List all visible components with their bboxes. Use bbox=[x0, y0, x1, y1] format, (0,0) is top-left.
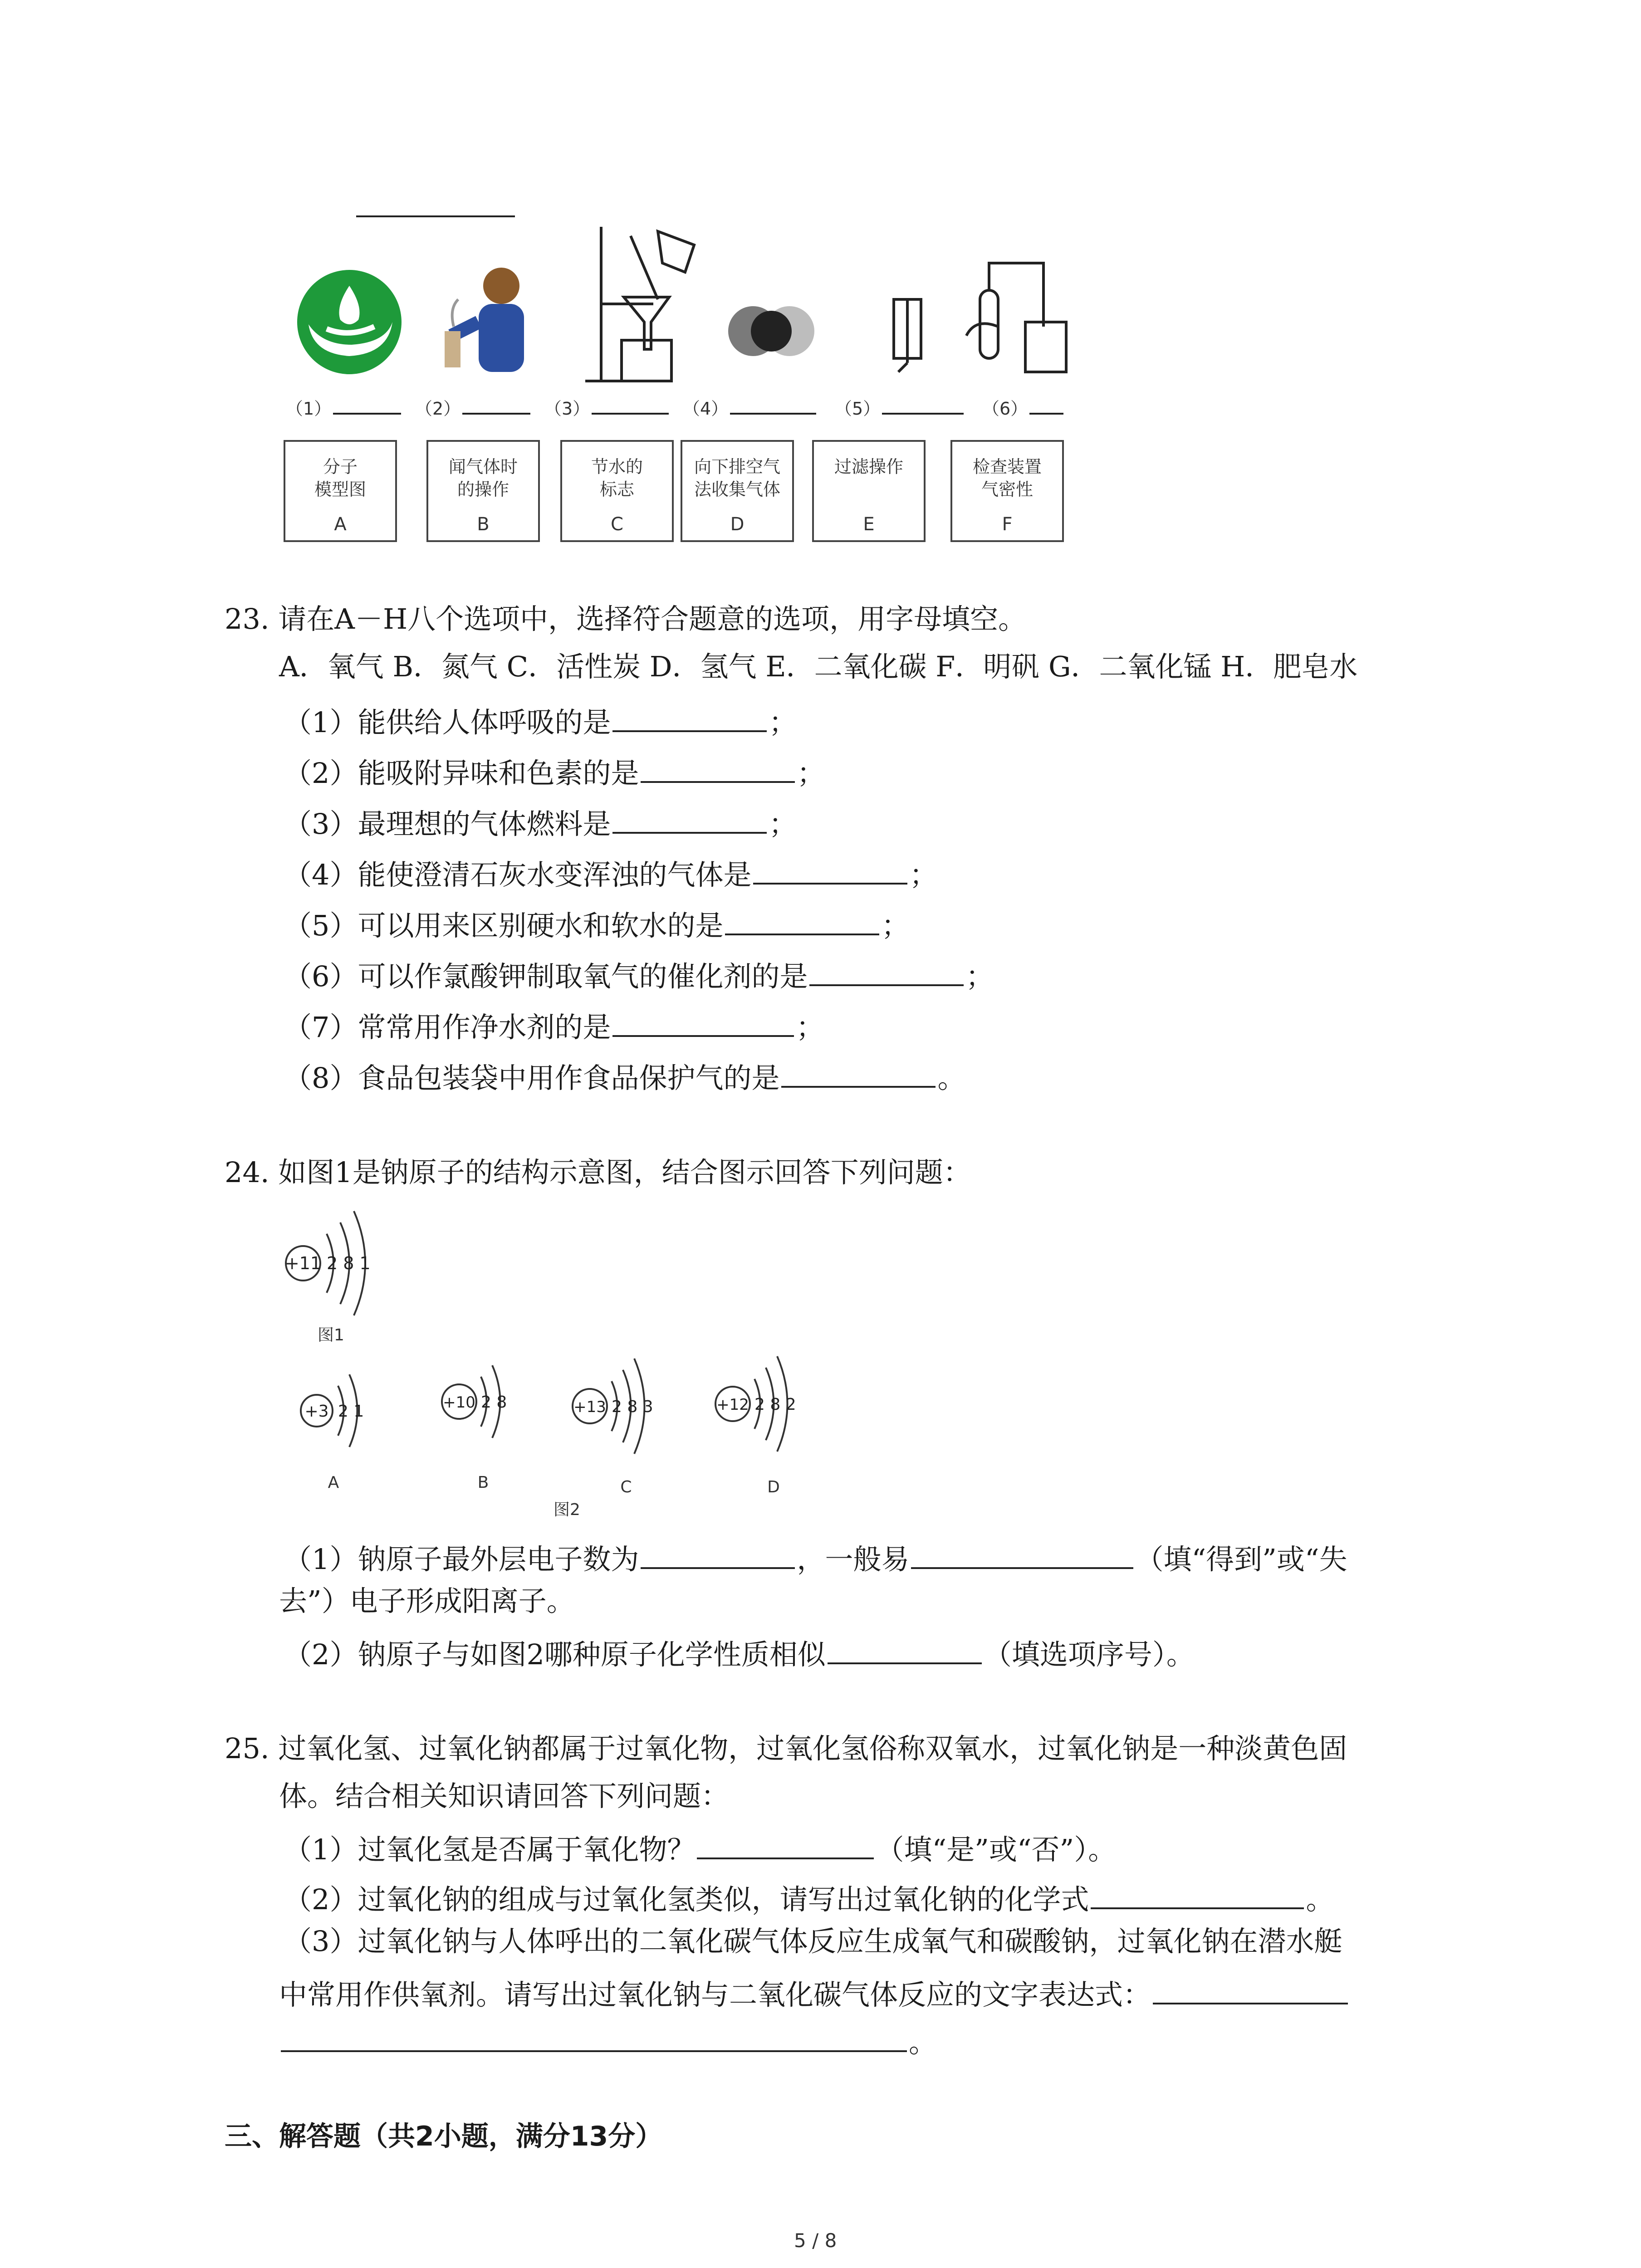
water-saving-logo-icon bbox=[297, 270, 402, 374]
q25-part-3-end: 。 bbox=[279, 2019, 937, 2061]
q22-box-b: 闻气体时 的操作 B bbox=[426, 440, 540, 542]
fig2-atom-b bbox=[442, 1365, 507, 1492]
page-number: 5 / 8 bbox=[794, 2229, 837, 2252]
svg-text:C: C bbox=[620, 1478, 632, 1496]
q24-figure-1 bbox=[277, 1198, 395, 1347]
q24-stem: 24. 如图1是钠原子的结构示意图，结合图示回答下列问题： bbox=[225, 1156, 971, 1189]
q22-box-e: 过滤操作 E bbox=[812, 440, 926, 542]
q22-label-1: （1） bbox=[286, 395, 403, 420]
top-answer-line bbox=[356, 215, 515, 217]
q25-part-1: （1）过氧化氢是否属于氧化物？ （填“是”或“否”）。 bbox=[284, 1826, 1116, 1868]
q25-part-3: （3）过氧化钠与人体呼出的二氧化碳气体反应生成氧气和碳酸钠，过氧化钠在潜水艇 bbox=[284, 1925, 1342, 1958]
q25-part-3-cont: 中常用作供氧剂。请写出过氧化钠与二氧化碳气体反应的文字表达式： bbox=[279, 1971, 1350, 2013]
fig1-caption: 图1 bbox=[318, 1326, 344, 1344]
fig2-atom-d bbox=[715, 1356, 796, 1496]
q23-item-3: （3）最理想的气体燃料是 ； bbox=[284, 800, 797, 842]
q24-figure-2 bbox=[281, 1343, 871, 1524]
airtightness-check-icon bbox=[966, 263, 1066, 372]
svg-text:D: D bbox=[767, 1478, 780, 1496]
svg-text:2 8 2: 2 8 2 bbox=[754, 1395, 796, 1414]
svg-text:2 8: 2 8 bbox=[481, 1393, 507, 1412]
svg-text:B: B bbox=[477, 1473, 489, 1492]
svg-text:+3: +3 bbox=[304, 1402, 329, 1421]
q22-box-c: 节水的 标志 C bbox=[560, 440, 674, 542]
svg-text:+12: +12 bbox=[716, 1396, 749, 1414]
molecule-model-icon bbox=[728, 306, 814, 356]
q23-item-5: （5）可以用来区别硬水和软水的是 ； bbox=[284, 902, 909, 944]
q25-stem-2: 体。结合相关知识请回答下列问题： bbox=[279, 1779, 730, 1813]
q23-item-7: （7）常常用作净水剂的是 ； bbox=[284, 1003, 824, 1046]
q23-item-2: （2）能吸附异味和色素的是 ； bbox=[284, 749, 825, 792]
q25-part-2: （2）过氧化钠的组成与过氧化氢类似，请写出过氧化钠的化学式 。 bbox=[284, 1876, 1334, 1918]
q23-item-1: （1）能供给人体呼吸的是 ； bbox=[284, 699, 797, 741]
q22-box-d: 向下排空气 法收集气体 D bbox=[681, 440, 794, 542]
q25-stem-1: 25. 过氧化氢、过氧化钠都属于过氧化物，过氧化氢俗称双氧水，过氧化钠是一种淡黄色固 bbox=[225, 1732, 1347, 1765]
q24-part-2: （2）钠原子与如图2哪种原子化学性质相似 （填选项序号）。 bbox=[284, 1631, 1195, 1673]
filtration-apparatus-icon bbox=[585, 227, 694, 381]
svg-text:+10: +10 bbox=[443, 1393, 475, 1412]
fig2-atom-a bbox=[301, 1374, 364, 1492]
smelling-gas-person-icon bbox=[445, 268, 524, 372]
q22-label-3: （3） bbox=[544, 395, 671, 420]
q22-box-f: 检查装置 气密性 F bbox=[950, 440, 1064, 542]
q23-item-8: （8）食品包装袋中用作食品保护气的是 。 bbox=[284, 1054, 965, 1096]
q22-box-a: 分子 模型图 A bbox=[284, 440, 397, 542]
q22-label-5: （5） bbox=[835, 395, 965, 420]
downward-displacement-icon bbox=[894, 299, 921, 372]
q24-part-1: （1）钠原子最外层电子数为 ，一般易 （填“得到”或“失 bbox=[284, 1535, 1347, 1578]
fig1-nucleus-label: +11 bbox=[284, 1253, 322, 1273]
fig2-atom-c bbox=[573, 1359, 653, 1496]
fig1-electrons: 2 8 1 bbox=[327, 1253, 371, 1273]
svg-text:A: A bbox=[328, 1473, 339, 1492]
q23-item-4: （4）能使澄清石灰水变浑浊的气体是 ； bbox=[284, 851, 937, 893]
svg-text:2 1: 2 1 bbox=[338, 1402, 364, 1421]
q22-label-4: （4） bbox=[683, 395, 818, 420]
q23-stem: 23. 请在A－H八个选项中，选择符合题意的选项，用字母填空。 bbox=[225, 602, 1027, 635]
q22-label-2: （2） bbox=[415, 395, 532, 420]
q22-label-6: （6） bbox=[982, 395, 1065, 420]
q23-item-6: （6）可以作氯酸钾制取氧气的催化剂的是 ； bbox=[284, 953, 994, 995]
fig2-caption: 图2 bbox=[554, 1501, 580, 1519]
q24-part-1-cont: 去”）电子形成阳离子。 bbox=[279, 1584, 575, 1618]
svg-text:+13: +13 bbox=[573, 1398, 606, 1416]
section-3-heading: 三、解答题（共2小题，满分13分） bbox=[225, 2121, 663, 2152]
q23-options: A．氧气 B．氮气 C．活性炭 D．氢气 E．二氧化碳 F．明矾 G．二氧化锰 H．肥皂水 bbox=[279, 650, 1358, 683]
svg-text:2 8 3: 2 8 3 bbox=[612, 1398, 653, 1416]
